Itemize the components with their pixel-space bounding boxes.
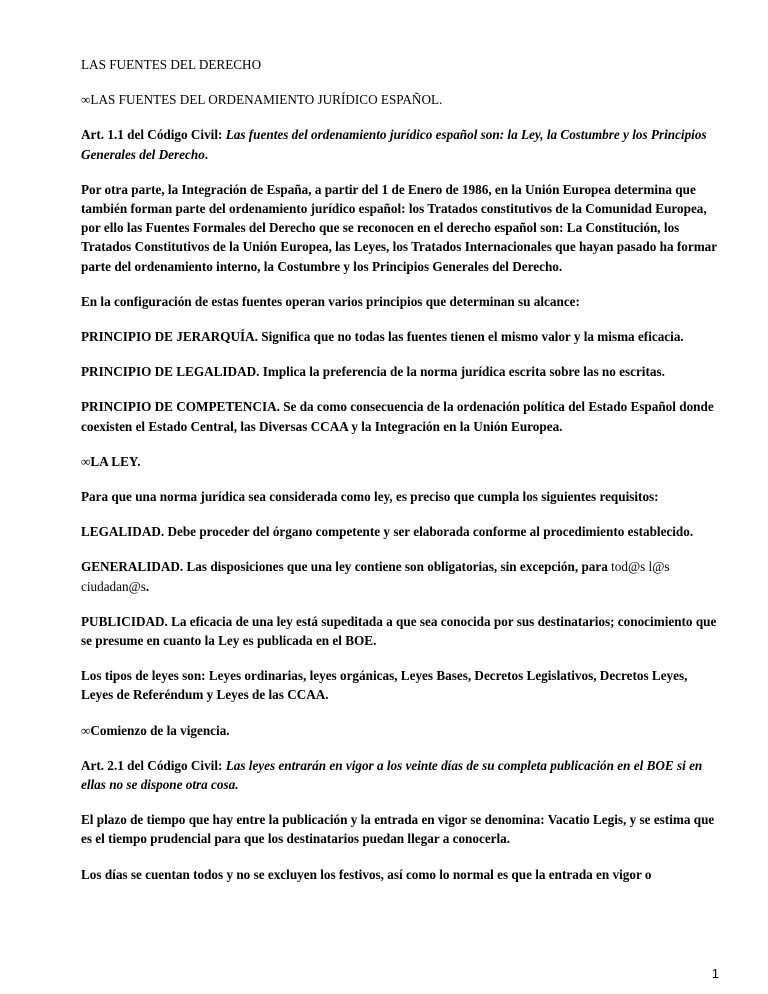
paragraph-req-publicidad: PUBLICIDAD. La eficacia de una ley está supeditada a que sea conocida por sus destinatarios; conocimiento que se presume en cuanto la Ley es publicada en el BOE.	[81, 613, 717, 649]
paragraph-requisitos: Para que una norma jurídica sea considerada como ley, es preciso que cumpla los siguientes requisitos:	[81, 489, 659, 505]
article-reference: Art. 1.1 del Código Civil:	[81, 127, 226, 143]
paragraph-vacatio: El plazo de tiempo que hay entre la publicación y la entrada en vigor se denomina: Vacatio Legis, y se estima que es el tiempo prudencial para que los destinatarios puedan llegar a conocerla.	[81, 812, 715, 847]
generalidad-bold-text: GENERALIDAD. Las disposiciones que una ley contiene son obligatorias, sin excepción, para	[81, 559, 612, 575]
paragraph-integration: Por otra parte, la Integración de España, a partir del 1 de Enero de 1986, en la Unión Europea determina que también forman parte del ordenamiento jurídico español: los Tratados constitutivos de la Comunidad Europea, por ello las Fuentes Formales del Derecho que se reconocen en el derecho español son: La Constitución, los Tratados Constitutivos de la Unión Europea, las Leyes, los Tratados Internacionales que hayan pasado ha formar parte del ordenamiento interno, la Costumbre y los Principios Generales del Derecho.	[81, 181, 717, 274]
section-heading-vigencia: ∞Comienzo de la vigencia.	[81, 722, 230, 738]
article-quote: Las fuentes del ordenamiento jurídico español son: la Ley, la Costumbre y los Principios Generales del Derecho	[81, 127, 707, 162]
generalidad-normal-text: tod@s l@s ciudadan@s	[81, 559, 670, 594]
article-reference: Art. 2.1 del Código Civil:	[81, 757, 226, 773]
article-end: .	[204, 146, 209, 162]
paragraph-art-1-1	[81, 125, 721, 163]
paragraph-req-legalidad: LEGALIDAD. Debe proceder del órgano competente y ser elaborada conforme al procedimiento establecido.	[81, 524, 694, 540]
paragraph-tipos: Los tipos de leyes son: Leyes ordinarias, leyes orgánicas, Leyes Bases, Decretos Legislativos, Decretos Leyes, Leyes de Referéndum y Leyes de las CCAA.	[81, 668, 688, 703]
paragraph-art-2-1	[81, 756, 721, 794]
document-title: LAS FUENTES DEL DERECHO	[81, 57, 262, 72]
paragraph-req-generalidad	[81, 557, 721, 595]
article-quote: Las leyes entrarán en vigor a los veinte días de su completa publicación en el BOE si en ellas no se dispone otra cosa.	[81, 757, 703, 793]
generalidad-end: .	[145, 578, 150, 594]
document-page	[81, 55, 721, 900]
section-heading-fuentes: ∞LAS FUENTES DEL ORDENAMIENTO JURÍDICO ESPAÑOL.	[81, 92, 443, 108]
paragraph-principio-jerarquia: PRINCIPIO DE JERARQUÍA. Significa que no todas las fuentes tienen el mismo valor y la misma eficacia.	[81, 329, 684, 345]
paragraph-dias: Los días se cuentan todos y no se excluyen los festivos, así como lo normal es que la entrada en vigor o	[81, 866, 652, 882]
page-number: 1	[711, 966, 719, 981]
paragraph-principles-intro: En la configuración de estas fuentes operan varios principios que determinan su alcance:	[81, 293, 580, 309]
paragraph-principio-competencia: PRINCIPIO DE COMPETENCIA. Se da como consecuencia de la ordenación política del Estado Español donde coexisten el Estado Central, las Diversas CCAA y la Integración en la Unión Europea.	[81, 399, 714, 434]
section-heading-ley: ∞LA LEY.	[81, 453, 141, 469]
paragraph-principio-legalidad: PRINCIPIO DE LEGALIDAD. Implica la preferencia de la norma jurídica escrita sobre las no escritas.	[81, 364, 665, 380]
